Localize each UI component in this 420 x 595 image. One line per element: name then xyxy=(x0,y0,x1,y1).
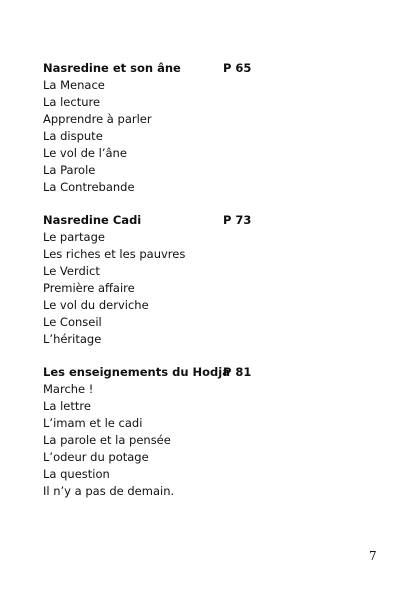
toc-section-nasredine-cadi xyxy=(43,212,252,348)
toc-item: Première affaire xyxy=(43,281,135,295)
section-item-list xyxy=(43,229,185,348)
toc-item: La question xyxy=(43,467,110,481)
toc-item: Le Conseil xyxy=(43,315,102,329)
toc-item: La lecture xyxy=(43,95,101,109)
toc-item: Il n’y a pas de demain. xyxy=(43,484,175,498)
section-title: Les enseignements du Hodja xyxy=(43,365,230,379)
toc-item: Le partage xyxy=(43,230,105,244)
toc-item: L’odeur du potage xyxy=(43,450,149,464)
section-page-ref: P 81 xyxy=(223,365,252,379)
toc-item: La parole et la pensée xyxy=(43,433,171,447)
toc-item: Le vol de l’âne xyxy=(43,146,127,160)
toc-item: La Parole xyxy=(43,163,96,177)
toc-item: Marche ! xyxy=(43,382,94,396)
toc-item: Apprendre à parler xyxy=(43,112,152,126)
section-page-ref: P 73 xyxy=(223,213,252,227)
toc-item: Le Verdict xyxy=(43,264,100,278)
page-number: 7 xyxy=(369,549,377,563)
toc-item: La Menace xyxy=(43,78,105,92)
section-page-ref: P 65 xyxy=(223,61,252,75)
section-title: Nasredine et son âne xyxy=(43,61,181,75)
toc-item: La lettre xyxy=(43,399,91,413)
section-title: Nasredine Cadi xyxy=(43,213,142,227)
section-heading xyxy=(43,212,252,229)
toc-item: L’héritage xyxy=(43,332,102,346)
section-heading xyxy=(43,60,252,77)
section-item-list xyxy=(43,77,152,196)
toc-item: La Contrebande xyxy=(43,180,135,194)
toc-item: La dispute xyxy=(43,129,103,143)
toc-section-nasredine-et-son-ane xyxy=(43,60,252,196)
toc-item: Les riches et les pauvres xyxy=(43,247,186,261)
section-item-list xyxy=(43,381,174,500)
section-heading xyxy=(43,364,252,381)
toc-section-les-enseignements-du-hodja xyxy=(43,364,252,500)
toc-item: Le vol du derviche xyxy=(43,298,149,312)
toc-item: L’imam et le cadi xyxy=(43,416,143,430)
